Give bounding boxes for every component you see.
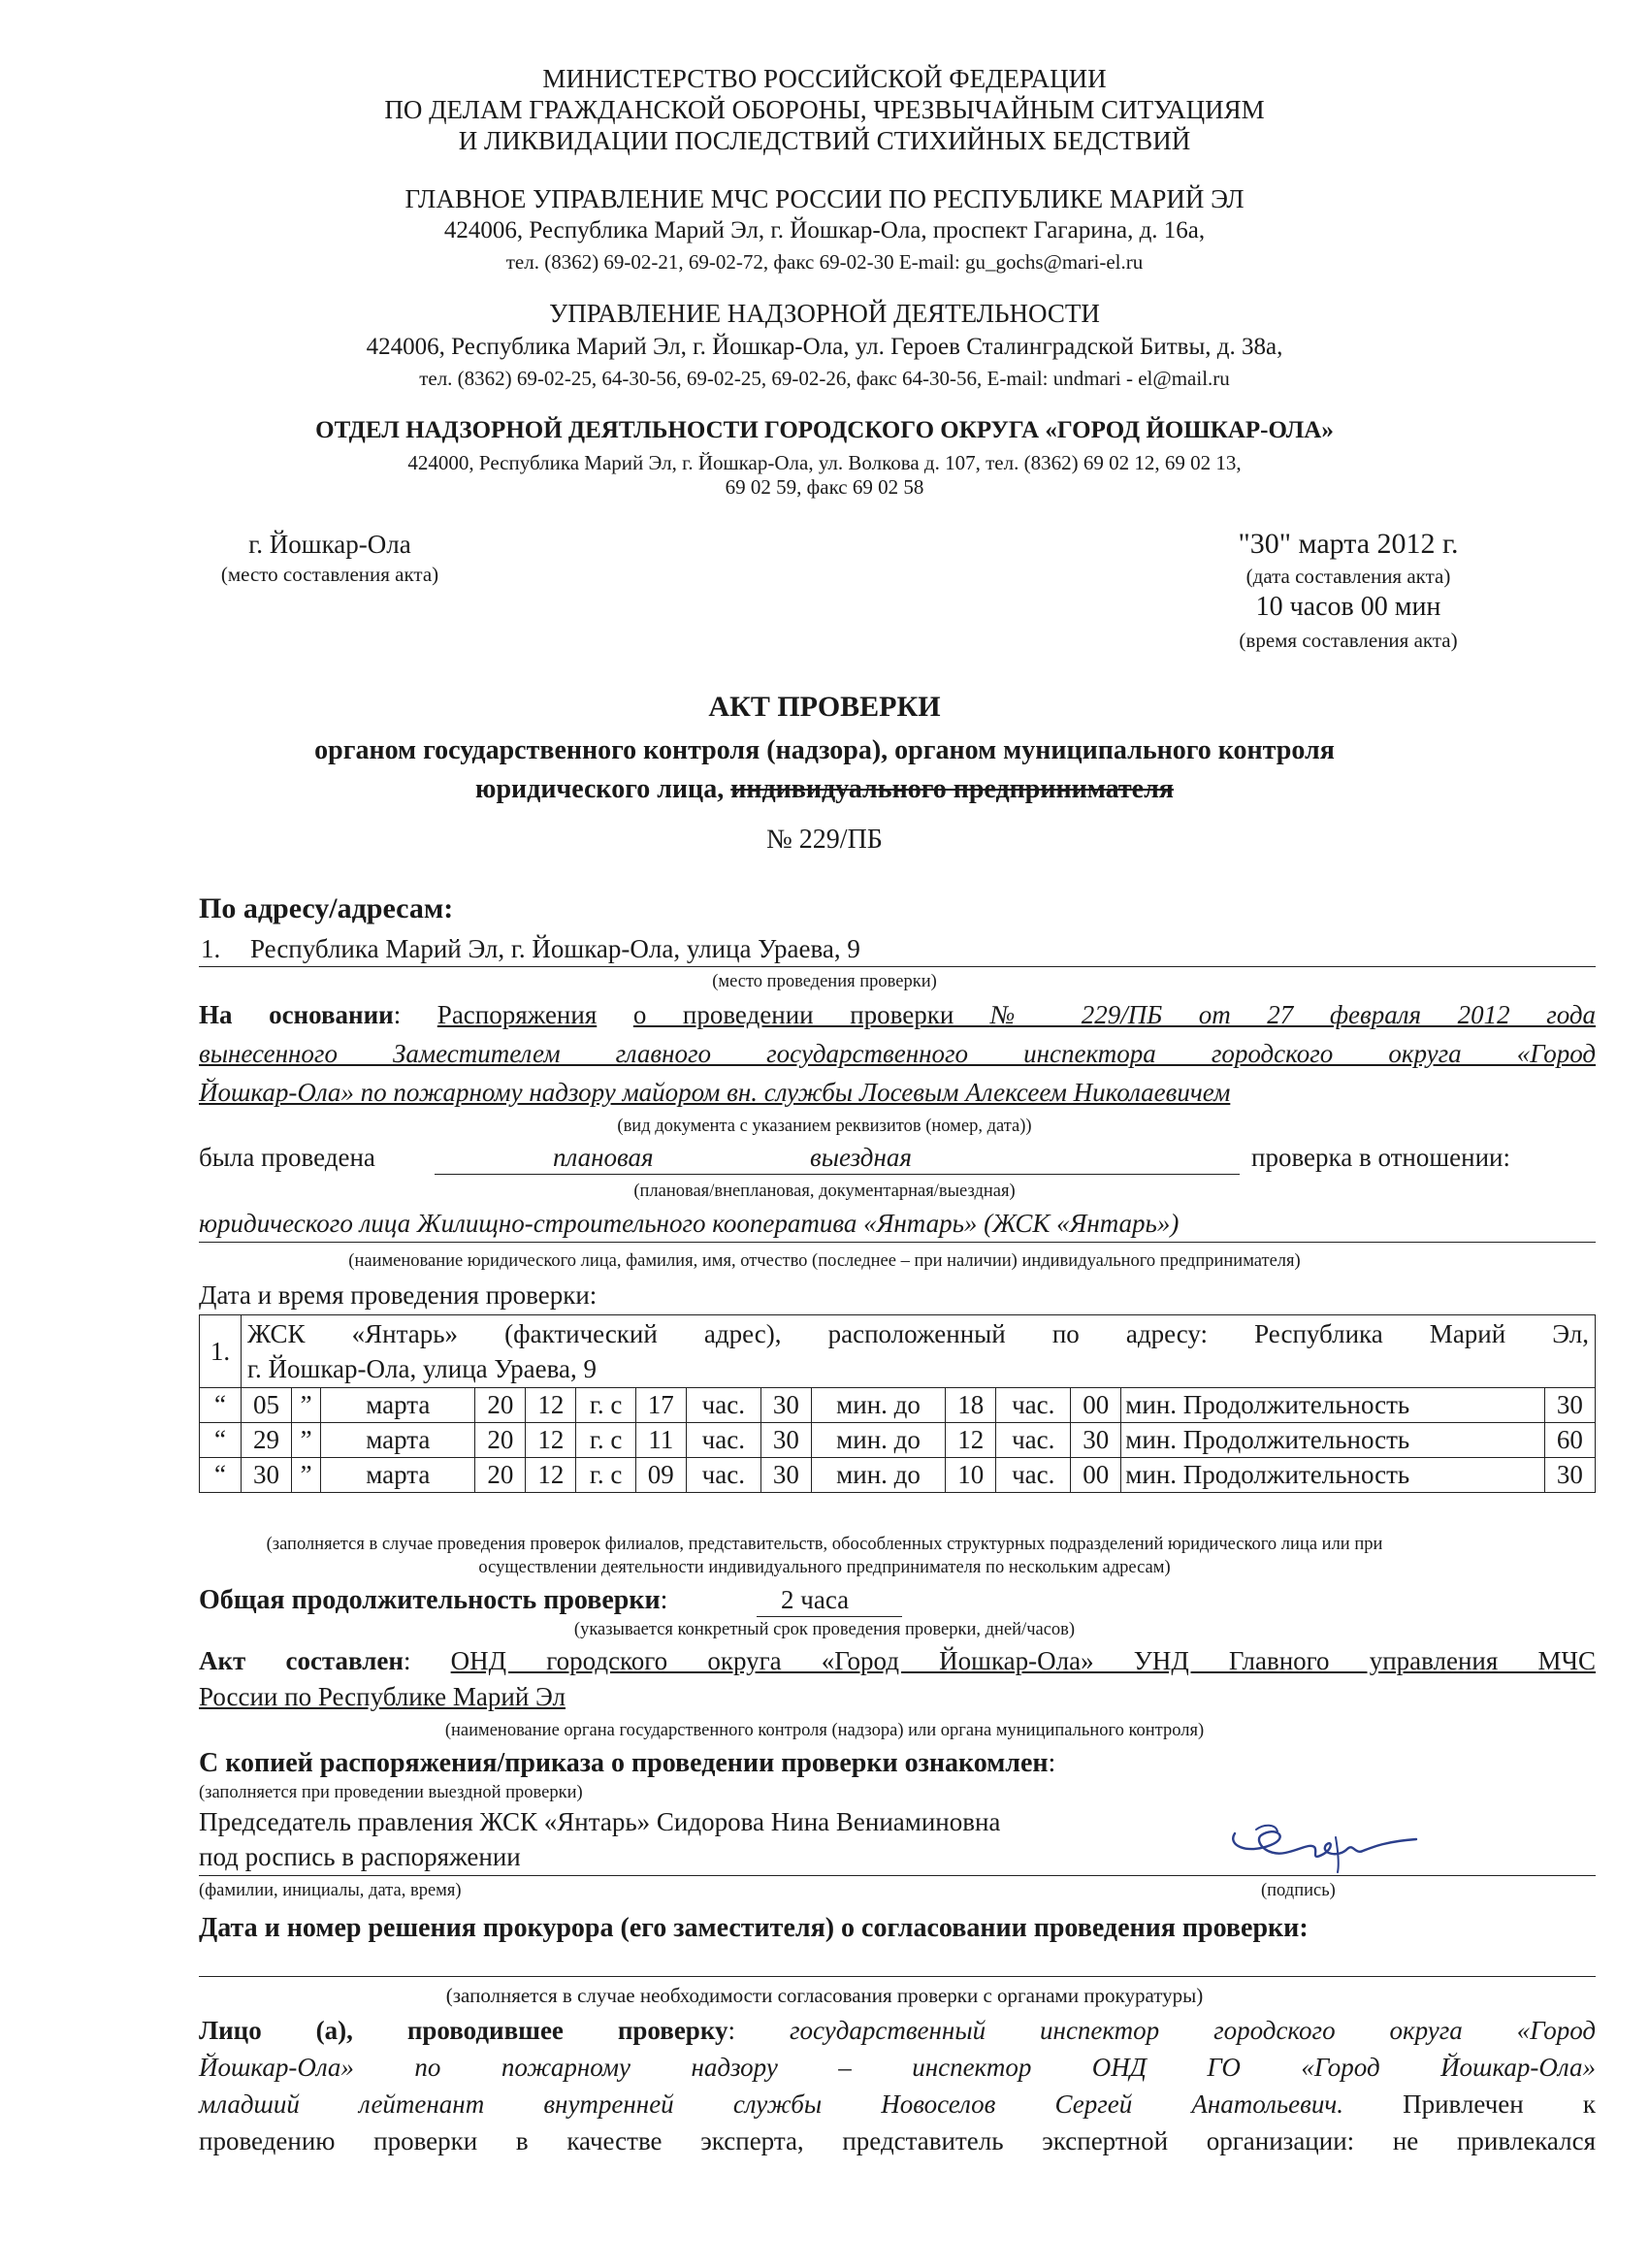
schedule-hour-label: час.	[996, 1423, 1071, 1458]
schedule-end-min: 00	[1071, 1388, 1121, 1423]
schedule-from-label: г. с	[576, 1458, 635, 1493]
inspection-subject: юридического лица Жилищно-строительного кооператива «Янтарь» (ЖСК «Янтарь»)	[199, 1209, 1180, 1238]
schedule-address-line-2: г. Йошкар-Ола, улица Ураева, 9	[247, 1354, 597, 1383]
schedule-min-to-label: мин. до	[811, 1423, 945, 1458]
place-caption: (место составления акта)	[220, 563, 439, 586]
inspection-kind-caption: (плановая/внеплановая, документарная/выездная)	[633, 1182, 1016, 1201]
quote-close: ”	[292, 1423, 321, 1458]
schedule-start-hour: 17	[635, 1388, 686, 1423]
compiled-value-1: ОНД городского округа «Город Йошкар-Ола» УНД Главного управления МЧС	[450, 1646, 1597, 1675]
act-number: № 229/ПБ	[766, 825, 883, 855]
schedule-address-row	[200, 1315, 1596, 1388]
inspection-prefix: была проведена	[199, 1143, 375, 1172]
schedule-year-prefix: 20	[475, 1423, 526, 1458]
acquainted-underline	[199, 1875, 1596, 1876]
table-row	[200, 1458, 1596, 1493]
signature-icon	[1217, 1816, 1421, 1874]
compiled-label: Акт составлен	[199, 1646, 404, 1675]
schedule-start-min: 30	[760, 1388, 811, 1423]
schedule-start-hour: 09	[635, 1458, 686, 1493]
acquainted-person: Председатель правления ЖСК «Янтарь» Сидорова Нина Вениаминовна	[199, 1807, 1001, 1836]
time-caption: (время составления акта)	[1239, 629, 1458, 652]
schedule-month: марта	[321, 1423, 475, 1458]
duration-caption: (указывается конкретный срок проведения проверки, дней/часов)	[573, 1620, 1076, 1639]
schedule-duration-label: мин. Продолжительность	[1121, 1388, 1544, 1423]
act-subtitle-struck: индивидуального предпринимателя	[730, 774, 1174, 804]
schedule-start-min: 30	[760, 1423, 811, 1458]
act-title: АКТ ПРОВЕРКИ	[708, 691, 941, 723]
acquainted-colon: :	[1048, 1748, 1056, 1778]
schedule-end-min: 30	[1071, 1423, 1121, 1458]
schedule-duration-label: мин. Продолжительность	[1121, 1458, 1544, 1493]
schedule-year: 12	[526, 1458, 576, 1493]
basis-colon: :	[393, 1000, 402, 1029]
duration-colon: :	[660, 1585, 668, 1615]
schedule-day: 30	[242, 1458, 292, 1493]
inspector-line-1	[199, 2016, 1596, 2046]
schedule-hour-label: час.	[686, 1423, 760, 1458]
schedule-end-hour: 18	[946, 1388, 996, 1423]
schedule-year-prefix: 20	[475, 1388, 526, 1423]
acquainted-note: (заполняется при проведении выездной проверки)	[199, 1783, 583, 1802]
table-row	[200, 1423, 1596, 1458]
acquainted-sign-note: под роспись в распоряжении	[199, 1842, 521, 1871]
schedule-duration: 30	[1544, 1458, 1595, 1493]
inspector-line-4: проведению проверки в качестве эксперта, представитель экспертной организации: не привлекался	[199, 2126, 1596, 2155]
quote-open: “	[200, 1458, 242, 1493]
schedule-row-index: 1.	[200, 1315, 242, 1388]
inspection-suffix: проверка в отношении:	[1251, 1143, 1510, 1172]
basis-label: На основании	[199, 1000, 394, 1029]
inspection-subject-caption: (наименование юридического лица, фамилия, имя, отчество (последнее – при наличии) индивидуального предпринимателя)	[348, 1251, 1301, 1271]
table-row	[200, 1388, 1596, 1423]
inspection-kind-underline	[435, 1174, 1240, 1175]
acquainted-label: С копией распоряжения/приказа о проведении проверки ознакомлен	[199, 1748, 1049, 1778]
inspector-line3-rest: Привлечен к	[1342, 2090, 1596, 2119]
prosecutor-label: Дата и номер решения прокурора (его заместителя) о согласовании проведения проверки:	[199, 1913, 1309, 1943]
schedule-hour-label: час.	[686, 1388, 760, 1423]
schedule-min-to-label: мин. до	[811, 1458, 945, 1493]
schedule-address	[242, 1315, 1596, 1388]
schedule-day: 29	[242, 1423, 292, 1458]
basis-line1-rest: о проведении проверки	[632, 1000, 990, 1029]
address-index: 1.	[201, 934, 221, 963]
schedule-year-prefix: 20	[475, 1458, 526, 1493]
inspection-subject-underline	[199, 1242, 1596, 1243]
schedule-hour-label: час.	[996, 1458, 1071, 1493]
schedule-caption-2: осуществлении деятельности индивидуального предпринимателя по нескольким адресам)	[478, 1558, 1171, 1577]
inspector-line-3	[199, 2090, 1596, 2120]
city-contacts-2: 69 02 59, факс 69 02 58	[725, 475, 924, 499]
compiled-colon: :	[403, 1646, 411, 1675]
schedule-from-label: г. с	[576, 1423, 635, 1458]
acquainted-caption-left: (фамилии, инициалы, дата, время)	[199, 1881, 462, 1900]
inspector-line3-italic: младший лейтенант внутренней службы Новоселов Сергей Анатольевич.	[199, 2090, 1343, 2119]
act-subtitle-normal: юридического лица,	[475, 774, 731, 804]
schedule-month: марта	[321, 1388, 475, 1423]
main-department: ГЛАВНОЕ УПРАВЛЕНИЕ МЧС РОССИИ ПО РЕСПУБЛИКЕ МАРИЙ ЭЛ	[404, 184, 1245, 213]
schedule-year: 12	[526, 1388, 576, 1423]
basis-line-2: вынесенного Заместителем главного государственного инспектора городского округа «Город	[199, 1039, 1596, 1068]
compiled-line-1	[199, 1646, 1596, 1676]
supervision-contacts: тел. (8362) 69-02-25, 64-30-56, 69-02-25, 69-02-26, факс 64-30-56, E-mail: undmari - el@mail.ru	[419, 367, 1230, 390]
duration-underline	[757, 1616, 902, 1617]
address-caption: (место проведения проверки)	[712, 972, 937, 991]
duration-label: Общая продолжительность проверки	[199, 1585, 661, 1615]
duration-value: 2 часа	[781, 1585, 850, 1614]
act-subtitle-line-3	[0, 774, 1649, 805]
schedule-caption-1: (заполняется в случае проведения проверок филиалов, представительств, обособленных структурных подразделений юридического лица или при	[266, 1535, 1383, 1554]
address-underline	[199, 966, 1596, 967]
time-value: 10 часов 00 мин	[1255, 592, 1441, 622]
inspection-kind-2: выездная	[810, 1143, 912, 1172]
basis-caption: (вид документа с указанием реквизитов (номер, дата))	[617, 1117, 1032, 1136]
ministry-line-2: ПО ДЕЛАМ ГРАЖДАНСКОЙ ОБОРОНЫ, ЧРЕЗВЫЧАЙНЫМ СИТУАЦИЯМ	[384, 95, 1265, 124]
basis-line-1	[199, 1000, 1596, 1030]
address-heading: По адресу/адресам:	[199, 892, 454, 924]
basis-order-number: № 229/ПБ от 27 февраля 2012 года	[989, 1000, 1597, 1029]
schedule-end-min: 00	[1071, 1458, 1121, 1493]
inspector-label: Лицо (а), проводившее проверку	[199, 2016, 728, 2045]
schedule-start-min: 30	[760, 1458, 811, 1493]
schedule-end-hour: 12	[946, 1423, 996, 1458]
inspector-line-2: Йошкар-Ола» по пожарному надзору – инспектор ОНД ГО «Город Йошкар-Ола»	[199, 2053, 1596, 2082]
schedule-table	[199, 1314, 1596, 1493]
supervision-address: 424006, Республика Марий Эл, г. Йошкар-Ола, ул. Героев Сталинградской Битвы, д. 38а,	[366, 334, 1283, 360]
schedule-from-label: г. с	[576, 1388, 635, 1423]
prosecutor-underline	[199, 1976, 1596, 1977]
quote-open: “	[200, 1423, 242, 1458]
city-department: ОТДЕЛ НАДЗОРНОЙ ДЕЯТЛЬНОСТИ ГОРОДСКОГО ОКРУГА «ГОРОД ЙОШКАР-ОЛА»	[315, 417, 1334, 443]
city-contacts-1: 424000, Республика Марий Эл, г. Йошкар-Ола, ул. Волкова д. 107, тел. (8362) 69 02 12, 69 02 13,	[407, 451, 1242, 474]
basis-line-3: Йошкар-Ола» по пожарному надзору майором вн. службы Лосевым Алексеем Николаевичем	[199, 1078, 1231, 1107]
basis-word: Распоряжения	[436, 1000, 598, 1029]
quote-open: “	[200, 1388, 242, 1423]
schedule-hour-label: час.	[686, 1458, 760, 1493]
address-value: Республика Марий Эл, г. Йошкар-Ола, улица Ураева, 9	[250, 934, 860, 963]
schedule-year: 12	[526, 1423, 576, 1458]
quote-close: ”	[292, 1458, 321, 1493]
compiled-line-2: России по Республике Марий Эл	[199, 1682, 566, 1711]
schedule-month: марта	[321, 1458, 475, 1493]
ministry-line-3: И ЛИКВИДАЦИИ ПОСЛЕДСТВИЙ СТИХИЙНЫХ БЕДСТВИЙ	[458, 126, 1191, 155]
quote-close: ”	[292, 1388, 321, 1423]
schedule-start-hour: 11	[635, 1423, 686, 1458]
inspector-line1-italic: государственный инспектор городского округа «Город	[789, 2016, 1596, 2045]
act-subtitle-line-2: органом государственного контроля (надзора), органом муниципального контроля	[314, 735, 1335, 765]
schedule-end-hour: 10	[946, 1458, 996, 1493]
ministry-line-1: МИНИСТЕРСТВО РОССИЙСКОЙ ФЕДЕРАЦИИ	[542, 64, 1107, 93]
date-caption: (дата составления акта)	[1245, 565, 1451, 588]
inspection-kind-1: плановая	[553, 1143, 654, 1172]
acquainted-caption-right: (подпись)	[1261, 1881, 1336, 1900]
schedule-duration: 30	[1544, 1388, 1595, 1423]
schedule-duration-label: мин. Продолжительность	[1121, 1423, 1544, 1458]
schedule-address-line-1: ЖСК «Янтарь» (фактический адрес), расположенный по адресу: Республика Марий Эл,	[247, 1319, 1589, 1348]
duration-row	[199, 1585, 667, 1616]
supervision-department: УПРАВЛЕНИЕ НАДЗОРНОЙ ДЕЯТЕЛЬНОСТИ	[549, 299, 1100, 328]
schedule-duration: 60	[1544, 1423, 1595, 1458]
acquainted-row	[199, 1748, 1055, 1779]
date-value: "30" марта 2012 г.	[1238, 528, 1459, 560]
inspector-colon: :	[728, 2016, 736, 2045]
schedule-min-to-label: мин. до	[811, 1388, 945, 1423]
place-value: г. Йошкар-Ола	[248, 530, 411, 559]
schedule-heading: Дата и время проведения проверки:	[199, 1280, 598, 1310]
prosecutor-caption: (заполняется в случае необходимости согласования проверки с органами прокуратуры)	[445, 1984, 1204, 2007]
compiled-caption: (наименование органа государственного контроля (надзора) или органа муниципального контроля)	[444, 1721, 1205, 1740]
main-contacts: тел. (8362) 69-02-21, 69-02-72, факс 69-02-30 E-mail: gu_gochs@mari-el.ru	[505, 250, 1144, 274]
schedule-day: 05	[242, 1388, 292, 1423]
schedule-hour-label: час.	[996, 1388, 1071, 1423]
main-address: 424006, Республика Марий Эл, г. Йошкар-Ола, проспект Гагарина, д. 16а,	[443, 217, 1206, 243]
